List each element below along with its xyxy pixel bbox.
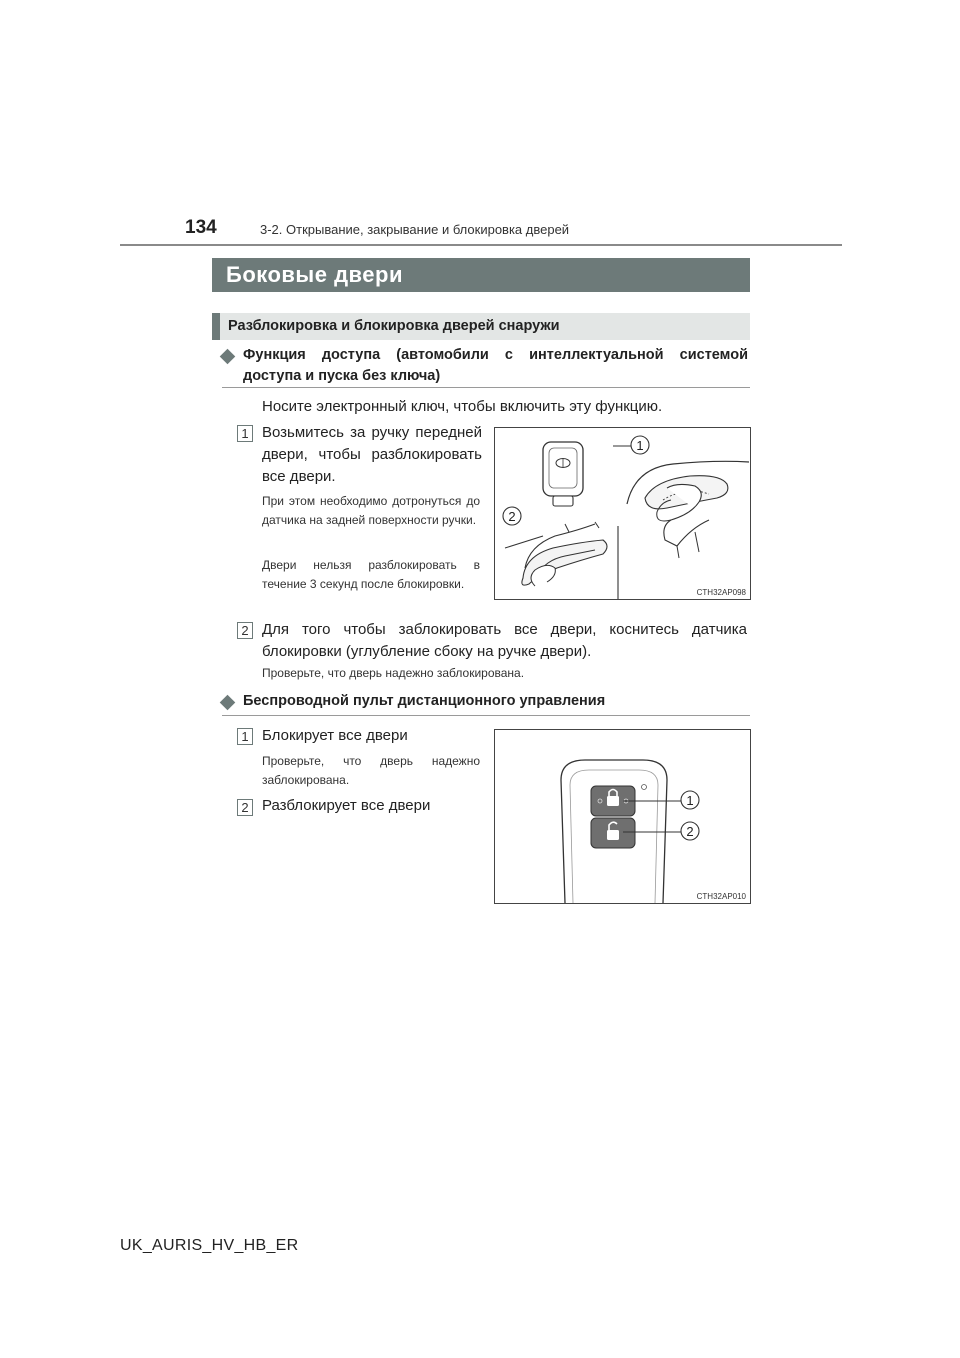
figure-code: CTH32AP098	[696, 588, 746, 597]
remote-key-illustration	[495, 730, 750, 903]
svg-text:1: 1	[636, 438, 644, 453]
svg-text:2: 2	[508, 509, 516, 524]
step-2-note: Проверьте, что дверь надежно заблокирована.	[262, 666, 525, 680]
door-handle-illustration	[495, 428, 750, 599]
page-number: 134	[185, 217, 217, 238]
unlock-button-icon	[591, 818, 635, 848]
step-number: 2	[237, 799, 253, 816]
step-number: 1	[237, 425, 253, 442]
chapter-title: 3-2. Открывание, закрывание и блокировка дверей	[260, 222, 570, 237]
heading-rule	[222, 387, 750, 388]
remote-step-2-text: Разблокирует все двери	[262, 797, 431, 814]
door-handle-figure	[494, 427, 751, 600]
subsection-title: Разблокировка и блокировка дверей снаружи	[212, 313, 750, 340]
step-1-note-2: Двери нельзя разблокировать в течение 3 секунд после блокировки.	[262, 558, 480, 591]
access-intro: Носите электронный ключ, чтобы включить эту функцию.	[262, 398, 663, 415]
step-number: 1	[237, 728, 253, 745]
diamond-bullet-icon	[220, 349, 236, 365]
svg-text:2: 2	[686, 824, 694, 839]
header-divider	[120, 244, 842, 246]
step-number: 2	[237, 622, 253, 639]
remote-key-figure	[494, 729, 751, 904]
step-1-text: Возьмитесь за ручку передней двери, чтобы разблокировать все двери.	[262, 424, 482, 485]
document-code: UK_AURIS_HV_HB_ER	[120, 1237, 299, 1254]
step-1-note-1: При этом необходимо дотронуться до датчика на задней поверхности ручки.	[262, 494, 480, 527]
remote-step-1-note: Проверьте, что дверь надежно заблокирована.	[262, 754, 480, 787]
remote-heading: Беспроводной пульт дистанционного управления	[243, 693, 606, 709]
smart-key-icon	[543, 442, 583, 506]
svg-text:1: 1	[686, 793, 694, 808]
figure-code: CTH32AP010	[696, 892, 746, 901]
remote-step-1-text: Блокирует все двери	[262, 727, 408, 744]
heading-rule	[222, 715, 750, 716]
access-function-heading: Функция доступа (автомобили с интеллектуальной системой доступа и пуска без ключа)	[243, 347, 748, 384]
section-title: Боковые двери	[212, 258, 750, 292]
diamond-bullet-icon	[220, 695, 236, 711]
step-2-text: Для того чтобы заблокировать все двери, коснитесь датчика блокировки (углубление сбоку на ручке двери).	[262, 621, 747, 660]
